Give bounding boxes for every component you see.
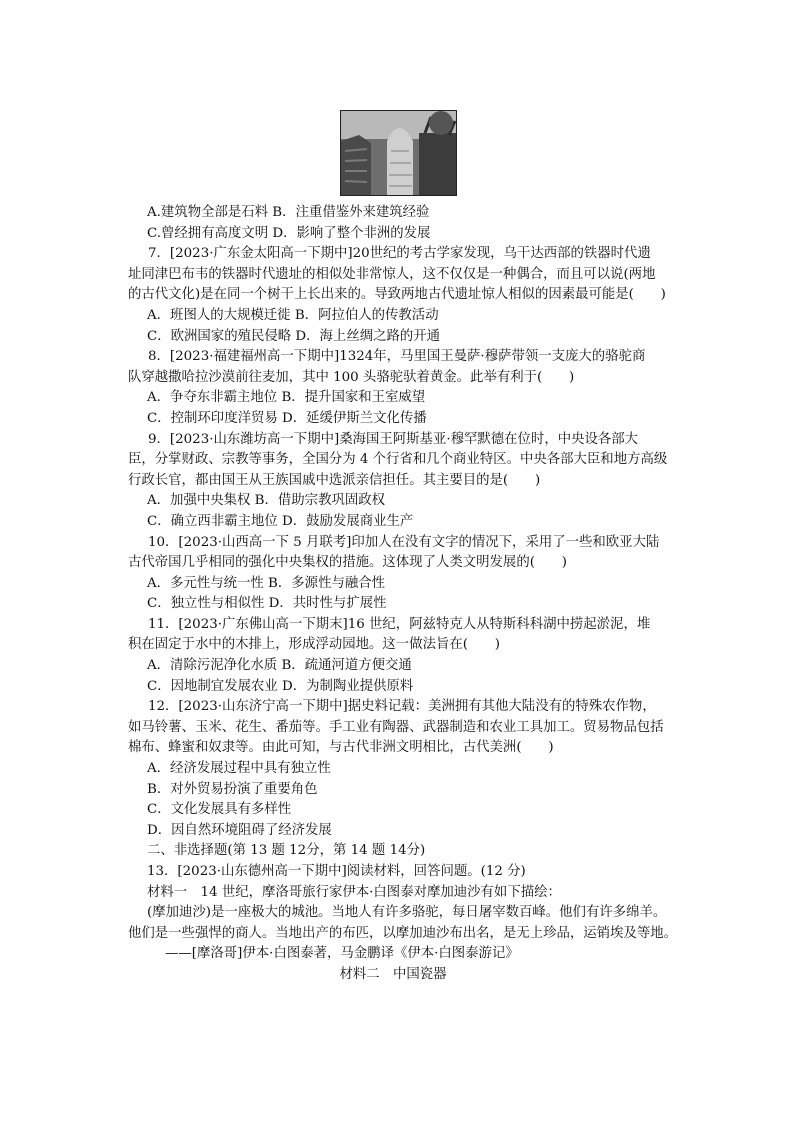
option-row: C．因地制宜发展农业 D．为制陶业提供原料	[147, 678, 414, 694]
option-row: A．加强中央集权 B．借助宗教巩固政权	[147, 493, 386, 509]
question-text: 9．[2023·山东潍坊高一下期中]桑海国王阿斯基亚·穆罕默德在位时，中央设各部大	[148, 431, 639, 447]
section-heading: 二、非选择题(第 13 题 12分，第 14 题 14分)	[147, 843, 426, 859]
question-10	[128, 533, 658, 615]
option-row: A．多元性与统一性 B．多源性与融合性	[147, 575, 386, 591]
exam-content	[128, 203, 678, 986]
question-8	[128, 347, 658, 429]
question-text: 的古代文化)是在同一个树干上长出来的。导致两地古代遗址惊人相似的因素最可能是( )	[128, 287, 666, 303]
option-row: C．确立西非霸主地位 D．鼓励发展商业生产	[147, 513, 414, 529]
question-13-prompt: 13．[2023·山东德州高一下期中]阅读材料，回答问题。(12 分)	[147, 864, 526, 879]
option-row: D．因自然环境阻碍了经济发展	[147, 822, 332, 838]
question-7	[128, 244, 666, 347]
question-text: 如马铃薯、玉米、花生、番茄等。手工业有陶器、武器制造和农业工具加工。贸易物品包括	[128, 719, 664, 735]
question-text: 积在固定于水中的木排上，形成浮动园地。这一做法旨在( )	[128, 637, 500, 653]
material-one-intro: 材料一 14 世纪，摩洛哥旅行家伊本·白图泰对摩加迪沙有如下描绘：	[147, 884, 561, 900]
question-text: 棉布、蜂蜜和奴隶等。由此可知，与古代非洲文明相比，古代美洲( )	[128, 740, 554, 756]
option-row: A．争夺东非霸主地位 B．提升国家和王室威望	[147, 390, 426, 406]
option-row: C．文化发展具有多样性	[147, 802, 292, 818]
question-text: 8．[2023·福建福州高一下期中]1324年，马里国王曼萨·穆萨带领一支庞大的骆驼商	[148, 349, 646, 365]
question-text: 行政长官，都由国王从王族国戚中选派亲信担任。其主要目的是( )	[128, 472, 541, 488]
option-row: C．独立性与相似性 D．共时性与扩展性	[147, 596, 387, 612]
question-text: 10．[2023·山西高一下 5 月联考]印加人在没有文字的情况下，采用了一些和欧亚大陆	[148, 534, 660, 550]
material-source: ——[摩洛哥]伊本·白图泰著，马金鹏译《伊本·白图泰游记》	[165, 946, 519, 962]
ruins-image	[341, 111, 456, 195]
option-row: A．清除污泥净化水质 B．疏通河道方便交通	[147, 658, 412, 674]
q6-options-ab: A.建筑物全部是石料 B．注重借鉴外来建筑经验	[147, 205, 430, 220]
material-two-title: 材料二 中国瓷器	[339, 966, 447, 982]
question-text: 12．[2023·山东济宁高一下期中]据史料记载：美洲拥有其他大陆没有的特殊农作物，	[148, 699, 656, 715]
option-row: C．欧洲国家的殖民侵略 D．海上丝绸之路的开通	[147, 328, 441, 344]
option-row: C．控制环印度洋贸易 D．延缓伊斯兰文化传播	[147, 410, 427, 426]
question-11	[128, 615, 658, 697]
option-row: B．对外贸易扮演了重要角色	[147, 781, 318, 797]
stone-tower-photo	[340, 110, 457, 196]
question-9	[128, 430, 668, 533]
material-one-text: 他们是一些强悍的商人。当地出产的布匹，以摩加迪沙布出名，是无上珍品，运销埃及等地。	[128, 925, 678, 941]
question-text: 臣，分掌财政、宗教等事务，全国分为 4 个行省和几个商业特区。中央各部大臣和地方高级	[128, 452, 668, 468]
question-text: 7．[2023·广东金太阳高一下期中]20世纪的考古学家发现，乌干达西部的铁器时代遗	[148, 246, 651, 262]
material-one-text: (摩加迪沙)是一座极大的城池。当地人有许多骆驼，每日屠宰数百峰。他们有许多绵羊。	[147, 905, 667, 921]
question-text: 11．[2023·广东佛山高一下期末]16 世纪，阿兹特克人从特斯科科湖中捞起淤泥，堆	[148, 616, 651, 632]
question-12	[128, 697, 664, 841]
question-text: 址同津巴布韦的铁器时代遗址的相似处非常惊人，这不仅仅是一种偶合，而且可以说(两地	[128, 266, 656, 282]
question-text: 队穿越撒哈拉沙漠前往麦加，其中 100 头骆驼驮着黄金。此举有利于( )	[128, 369, 575, 385]
option-row: A．班图人的大规模迁徙 B．阿拉伯人的传教活动	[147, 307, 439, 323]
option-row: A．经济发展过程中具有独立性	[147, 761, 331, 777]
question-text: 古代帝国几乎相同的强化中央集权的措施。这体现了人类文明发展的( )	[128, 555, 567, 571]
q6-options-cd: C.曾经拥有高度文明 D．影响了整个非洲的发展	[147, 225, 431, 241]
